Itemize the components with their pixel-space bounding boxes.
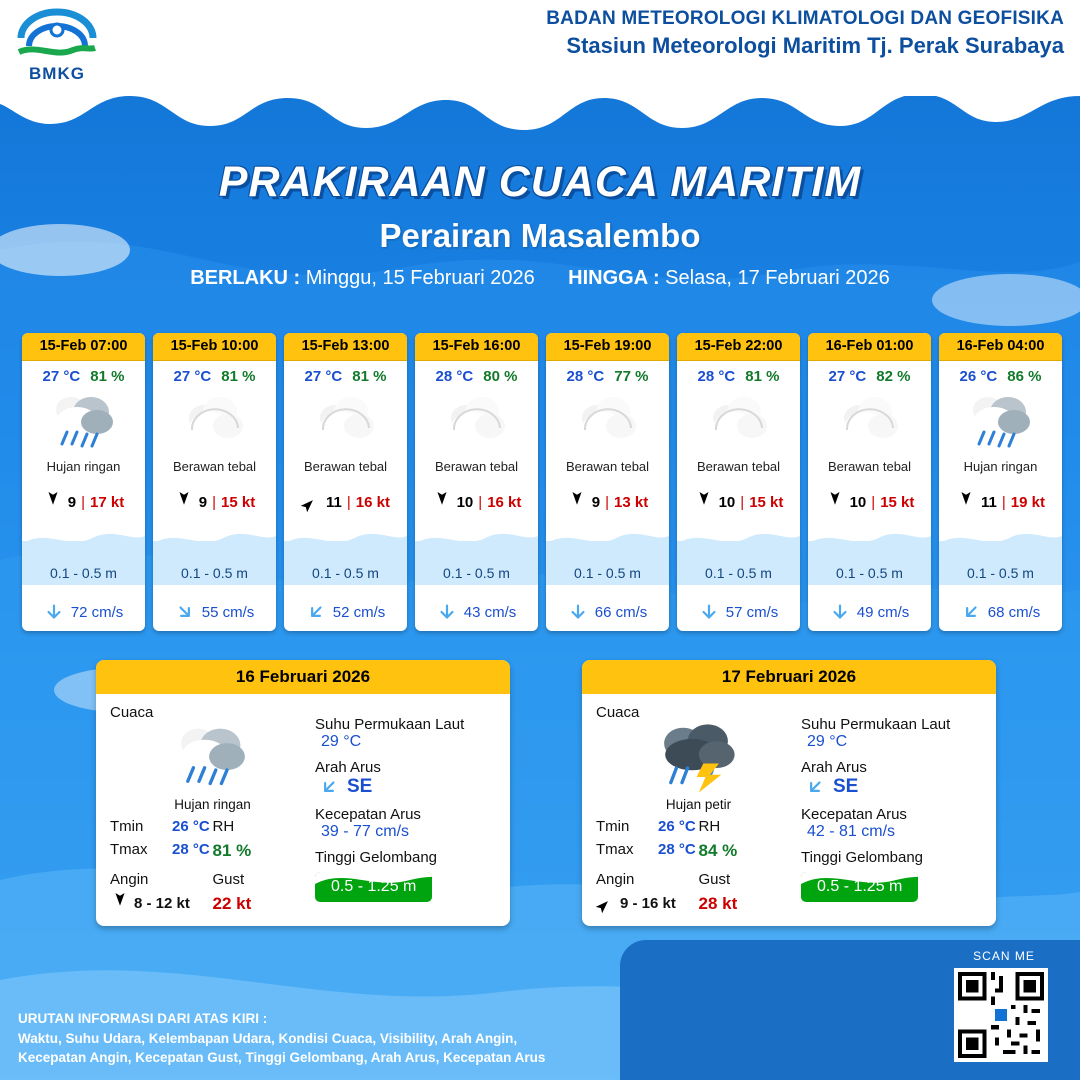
- forecast-condition: Berawan tebal: [434, 459, 519, 474]
- daily-date: 17 Februari 2026: [582, 660, 996, 694]
- current-speed-label: Kecepatan Arus: [315, 806, 421, 823]
- forecast-current: [153, 603, 276, 621]
- qr-code[interactable]: [954, 968, 1048, 1062]
- wind-direction-arrow-icon: [433, 492, 451, 512]
- current-direction-arrow-icon: [171, 599, 198, 626]
- wave-height-label: Tinggi Gelombang: [315, 849, 438, 866]
- rh-label: RH: [212, 818, 235, 835]
- forecast-current-speed: 68 cm/s: [987, 603, 1041, 621]
- wind-separator: |: [346, 493, 351, 511]
- forecast-humidity: 81 %: [745, 368, 780, 385]
- wave-height-badge: [801, 872, 918, 902]
- tmax-value: 28 °C: [658, 841, 696, 858]
- forecast-wave-height: 0.1 - 0.5 m: [181, 565, 248, 581]
- wave-crest: [677, 530, 800, 552]
- hourly-forecast-card: [546, 333, 669, 631]
- hourly-forecast-card: [22, 333, 145, 631]
- current-direction-arrow-icon: [568, 603, 588, 621]
- forecast-wind-direction: 10: [718, 493, 736, 511]
- tmax-label: Tmax: [596, 841, 634, 858]
- forecast-condition: Berawan tebal: [172, 459, 257, 474]
- wind-direction-arrow-icon: [44, 492, 62, 512]
- forecast-wind-speed: 17 kt: [90, 493, 125, 511]
- gust-label: Gust: [698, 871, 731, 888]
- forecast-time: 15-Feb 13:00: [284, 333, 407, 361]
- forecast-wave-height: 0.1 - 0.5 m: [836, 565, 903, 581]
- sst-label: Suhu Permukaan Laut: [801, 716, 951, 733]
- title-block: [0, 158, 1080, 290]
- forecast-temperature: 28 °C: [435, 368, 474, 385]
- forecast-current: [415, 603, 538, 621]
- validity-row: [0, 267, 1080, 290]
- forecast-weather-icon: [677, 387, 800, 459]
- forecast-wind: [153, 493, 276, 511]
- sst-value: 29 °C: [321, 733, 362, 750]
- page-title: PRAKIRAAN CUACA MARITIM: [218, 158, 862, 206]
- wind-value: 8 - 12 kt: [134, 894, 190, 912]
- forecast-current: [677, 603, 800, 621]
- forecast-temperature: 27 °C: [173, 368, 212, 385]
- forecast-current-speed: 52 cm/s: [332, 603, 386, 621]
- forecast-time: 15-Feb 16:00: [415, 333, 538, 361]
- legend-note: [18, 1009, 618, 1068]
- cloudy-icon: [311, 394, 381, 452]
- forecast-wind: [808, 493, 931, 511]
- forecast-current-speed: 66 cm/s: [594, 603, 648, 621]
- forecast-wind-speed: 19 kt: [1010, 493, 1045, 511]
- forecast-current-speed: 49 cm/s: [856, 603, 910, 621]
- current-speed-value: 42 - 81 cm/s: [807, 823, 896, 840]
- rh-label: RH: [698, 818, 721, 835]
- forecast-humidity: 81 %: [352, 368, 387, 385]
- forecast-weather-icon: [808, 387, 931, 459]
- daily-weather-icon: [110, 721, 315, 795]
- forecast-wave-height: 0.1 - 0.5 m: [443, 565, 510, 581]
- forecast-temperature: 27 °C: [304, 368, 343, 385]
- forecast-weather-icon: [415, 387, 538, 459]
- current-direction-arrow-icon: [44, 603, 64, 621]
- sst-value: 29 °C: [807, 733, 848, 750]
- forecast-wave-height: 0.1 - 0.5 m: [705, 565, 772, 581]
- forecast-wind-direction: 10: [849, 493, 867, 511]
- hourly-forecast-card: [284, 333, 407, 631]
- wave-crest: [546, 530, 669, 552]
- wind-direction-arrow-icon: [826, 492, 844, 512]
- forecast-condition: Berawan tebal: [696, 459, 781, 474]
- forecast-humidity: 80 %: [483, 368, 518, 385]
- forecast-wave-height: 0.1 - 0.5 m: [574, 565, 641, 581]
- forecast-wind-speed: 15 kt: [880, 493, 915, 511]
- hourly-forecast-card: [808, 333, 931, 631]
- current-direction-arrow-icon: [437, 603, 457, 621]
- forecast-wind-direction: 11: [326, 493, 342, 511]
- forecast-temperature: 28 °C: [566, 368, 605, 385]
- forecast-humidity: 86 %: [1007, 368, 1042, 385]
- cloudy-icon: [573, 394, 643, 452]
- wave-crest: [153, 530, 276, 552]
- forecast-wind: [284, 493, 407, 511]
- forecast-wave-height: 0.1 - 0.5 m: [312, 565, 379, 581]
- current-dir-label: Arah Arus: [315, 759, 381, 776]
- rain-light-icon: [964, 392, 1038, 454]
- daily-condition: Hujan ringan: [174, 797, 251, 812]
- wave-crest: [284, 530, 407, 552]
- cloudy-icon: [442, 394, 512, 452]
- forecast-wind: [546, 493, 669, 511]
- forecast-weather-icon: [153, 387, 276, 459]
- forecast-time: 15-Feb 22:00: [677, 333, 800, 361]
- legend-line-2: Waktu, Suhu Udara, Kelembapan Udara, Kondisi Cuaca, Visibility, Arah Angin,: [18, 1030, 518, 1046]
- wave-height-value: 0.5 - 1.25 m: [817, 878, 903, 895]
- forecast-condition: Hujan ringan: [46, 459, 121, 474]
- forecast-current: [284, 603, 407, 621]
- tmax-label: Tmax: [110, 841, 148, 858]
- forecast-wind-direction: 9: [67, 493, 77, 511]
- forecast-current: [546, 603, 669, 621]
- wave-crest: [415, 530, 538, 552]
- tmin-value: 26 °C: [658, 818, 696, 835]
- forecast-wind-speed: 16 kt: [355, 493, 390, 511]
- current-direction-arrow-icon: [699, 603, 719, 621]
- wind-direction-arrow-icon: [695, 492, 713, 512]
- forecast-time: 16-Feb 01:00: [808, 333, 931, 361]
- forecast-wind-direction: 10: [456, 493, 474, 511]
- daily-weather-label: Cuaca: [596, 704, 640, 721]
- page-header: [0, 0, 1080, 96]
- forecast-condition: Berawan tebal: [303, 459, 388, 474]
- tmin-label: Tmin: [596, 818, 630, 835]
- wind-direction-arrow-icon: [957, 492, 975, 512]
- wind-direction-arrow-icon: [298, 489, 325, 516]
- current-direction-arrow-icon: [302, 599, 329, 626]
- wind-separator: |: [81, 493, 86, 511]
- forecast-current: [808, 603, 931, 621]
- forecast-wind-speed: 13 kt: [614, 493, 649, 511]
- forecast-current: [939, 603, 1062, 621]
- agency-name: BADAN METEOROLOGI KLIMATOLOGI DAN GEOFISIKA: [546, 8, 1064, 29]
- forecast-current-speed: 43 cm/s: [463, 603, 517, 621]
- hourly-forecast-card: [677, 333, 800, 631]
- wave-height-badge: [315, 872, 432, 902]
- rh-value: 81 %: [212, 841, 252, 860]
- wind-direction-arrow-icon: [175, 492, 193, 512]
- wind-label: Angin: [110, 871, 149, 888]
- forecast-time: 15-Feb 19:00: [546, 333, 669, 361]
- forecast-humidity: 82 %: [876, 368, 911, 385]
- gust-value: 28 kt: [698, 894, 738, 913]
- valid-to-value: Selasa, 17 Februari 2026: [659, 267, 890, 289]
- forecast-wind-direction: 11: [981, 493, 997, 511]
- current-direction-arrow-icon: [802, 774, 829, 801]
- forecast-current-speed: 72 cm/s: [70, 603, 124, 621]
- forecast-current-speed: 55 cm/s: [201, 603, 255, 621]
- qr-code-image: [958, 972, 1044, 1058]
- daily-forecast-card: [96, 660, 510, 926]
- forecast-wind-speed: 15 kt: [221, 493, 256, 511]
- forecast-wind: [939, 493, 1062, 511]
- forecast-weather-icon: [22, 387, 145, 459]
- forecast-weather-icon: [284, 387, 407, 459]
- forecast-condition: Hujan ringan: [963, 459, 1038, 474]
- wind-label: Angin: [596, 871, 635, 888]
- wind-direction-arrow-icon: [593, 890, 620, 917]
- forecast-current-speed: 57 cm/s: [725, 603, 779, 621]
- tmax-value: 28 °C: [172, 841, 210, 858]
- rain-light-icon: [171, 723, 254, 792]
- wave-crest: [808, 530, 931, 552]
- forecast-weather-icon: [939, 387, 1062, 459]
- forecast-wind: [677, 493, 800, 511]
- wave-crest: [22, 530, 145, 552]
- forecast-wind: [415, 493, 538, 511]
- forecast-humidity: 81 %: [90, 368, 125, 385]
- cloudy-icon: [180, 394, 250, 452]
- forecast-temperature: 26 °C: [959, 368, 998, 385]
- forecast-humidity: 77 %: [614, 368, 649, 385]
- gust-label: Gust: [212, 871, 245, 888]
- rain-light-icon: [47, 392, 121, 454]
- forecast-wind-direction: 9: [591, 493, 601, 511]
- sst-label: Suhu Permukaan Laut: [315, 716, 465, 733]
- daily-forecast-list: [96, 660, 996, 926]
- valid-from-label: BERLAKU :: [190, 267, 301, 289]
- current-dir-value: SE: [833, 776, 859, 797]
- area-title: Perairan Masalembo: [379, 217, 701, 254]
- hourly-forecast-list: [22, 333, 1062, 631]
- header-titles: [546, 8, 1064, 59]
- wind-direction-arrow-icon: [568, 492, 586, 512]
- scan-me-label: SCAN ME: [973, 949, 1035, 963]
- forecast-weather-icon: [546, 387, 669, 459]
- cloudy-icon: [704, 394, 774, 452]
- thunderstorm-icon: [654, 721, 744, 795]
- current-direction-arrow-icon: [316, 774, 343, 801]
- tmin-value: 26 °C: [172, 818, 210, 835]
- wave-height-label: Tinggi Gelombang: [801, 849, 924, 866]
- forecast-wind-direction: 9: [198, 493, 208, 511]
- forecast-time: 16-Feb 04:00: [939, 333, 1062, 361]
- forecast-current: [22, 603, 145, 621]
- wave-crest: [939, 530, 1062, 552]
- forecast-time: 15-Feb 10:00: [153, 333, 276, 361]
- qr-block: [954, 949, 1054, 1062]
- bmkg-logo-mark: [15, 8, 99, 58]
- wind-value: 9 - 16 kt: [620, 894, 676, 912]
- wind-separator: |: [478, 493, 483, 511]
- current-direction-arrow-icon: [830, 603, 850, 621]
- wave-height-value: 0.5 - 1.25 m: [331, 878, 417, 895]
- daily-condition: Hujan petir: [665, 797, 732, 812]
- cloudy-icon: [835, 394, 905, 452]
- forecast-temperature: 27 °C: [828, 368, 867, 385]
- forecast-humidity: 81 %: [221, 368, 256, 385]
- hourly-forecast-card: [939, 333, 1062, 631]
- wind-direction-arrow-icon: [111, 893, 129, 913]
- legend-line-3: Kecepatan Angin, Kecepatan Gust, Tinggi Gelombang, Arah Arus, Kecepatan Arus: [18, 1050, 546, 1066]
- gust-value: 22 kt: [212, 894, 252, 913]
- wind-separator: |: [871, 493, 876, 511]
- valid-from-value: Minggu, 15 Februari 2026: [300, 267, 535, 289]
- daily-forecast-card: [582, 660, 996, 926]
- current-speed-value: 39 - 77 cm/s: [321, 823, 410, 840]
- rh-value: 84 %: [698, 841, 738, 860]
- valid-to-label: HINGGA :: [568, 267, 660, 289]
- forecast-wave-height: 0.1 - 0.5 m: [967, 565, 1034, 581]
- wind-separator: |: [740, 493, 745, 511]
- forecast-wave-height: 0.1 - 0.5 m: [50, 565, 117, 581]
- current-direction-arrow-icon: [957, 599, 984, 626]
- legend-line-1: URUTAN INFORMASI DARI ATAS KIRI :: [18, 1011, 268, 1027]
- forecast-time: 15-Feb 07:00: [22, 333, 145, 361]
- tmin-label: Tmin: [110, 818, 144, 835]
- forecast-temperature: 27 °C: [42, 368, 81, 385]
- forecast-wind-speed: 15 kt: [749, 493, 784, 511]
- daily-weather-label: Cuaca: [110, 704, 154, 721]
- wind-separator: |: [212, 493, 217, 511]
- daily-weather-icon: [596, 721, 801, 795]
- forecast-wind: [22, 493, 145, 511]
- forecast-temperature: 28 °C: [697, 368, 736, 385]
- station-name: Stasiun Meteorologi Maritim Tj. Perak Surabaya: [566, 33, 1064, 58]
- wind-separator: |: [605, 493, 610, 511]
- forecast-wind-speed: 16 kt: [487, 493, 522, 511]
- current-speed-label: Kecepatan Arus: [801, 806, 907, 823]
- forecast-condition: Berawan tebal: [565, 459, 650, 474]
- wind-separator: |: [1001, 493, 1006, 511]
- bmkg-logo-text: BMKG: [29, 64, 85, 83]
- hourly-forecast-card: [415, 333, 538, 631]
- bmkg-logo: [14, 8, 100, 86]
- current-dir-value: SE: [347, 776, 373, 797]
- forecast-condition: Berawan tebal: [827, 459, 912, 474]
- hourly-forecast-card: [153, 333, 276, 631]
- current-dir-label: Arah Arus: [801, 759, 867, 776]
- daily-date: 16 Februari 2026: [96, 660, 510, 694]
